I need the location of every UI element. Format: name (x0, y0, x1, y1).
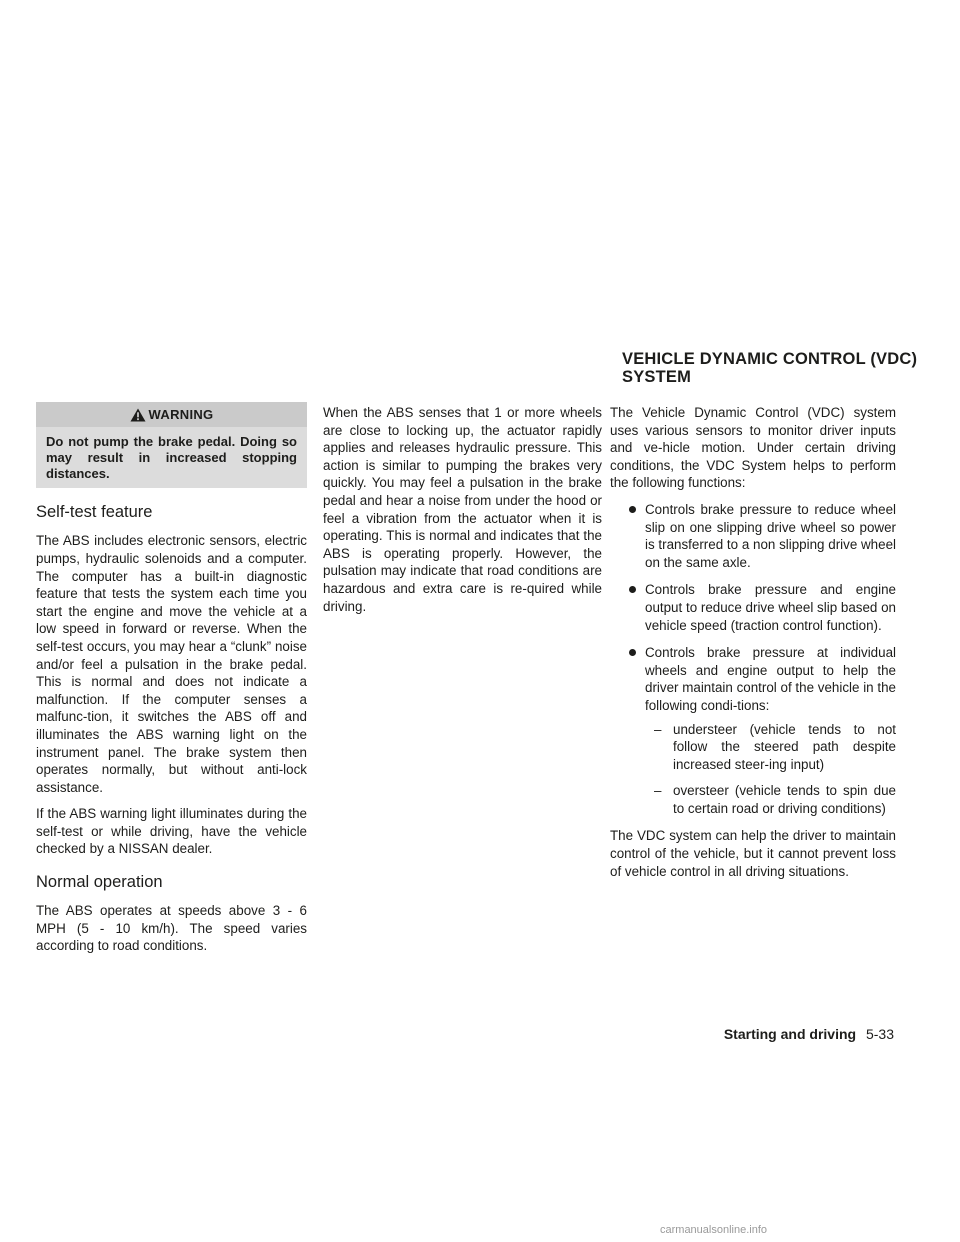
page-footer (724, 1026, 894, 1042)
bullet-dot-icon (629, 506, 636, 513)
section-title-line-1: VEHICLE DYNAMIC CONTROL (VDC) (622, 350, 918, 368)
dash-mark: – (654, 783, 662, 799)
column-2 (323, 404, 602, 624)
warning-text: Do not pump the brake pedal. Doing so may result in increased stopping distances. (46, 434, 297, 481)
bullet-dot-icon (629, 586, 636, 593)
warning-box (36, 402, 307, 488)
vdc-function-list (610, 501, 896, 818)
normal-operation-paragraph: The ABS operates at speeds above 3 - 6 MPH (5 - 10 km/h). The speed varies according to road conditions. (36, 903, 307, 954)
condition-list (645, 721, 896, 818)
list-item-text: oversteer (vehicle tends to spin due to certain road or driving conditions) (673, 783, 896, 816)
warning-label: WARNING (148, 406, 214, 422)
self-test-paragraph-2: If the ABS warning light illuminates during the self-test or while driving, have the vehicle checked by a NISSAN dealer. (36, 806, 307, 857)
section-title (622, 350, 922, 386)
list-item (645, 721, 896, 774)
watermark: carmanualsonline.info (660, 1224, 768, 1236)
column-3 (610, 404, 896, 889)
vdc-intro-paragraph: The Vehicle Dynamic Control (VDC) system uses various sensors to monitor driver inputs and ve-hicle motion. Under certain driving conditions, the VDC System helps to perform the following functions: (610, 405, 896, 491)
section-title-line-2: SYSTEM (622, 368, 692, 386)
list-item (645, 782, 896, 817)
page-number: 5-33 (865, 1026, 894, 1042)
list-item-text: Controls brake pressure at individual wheels and engine output to help the driver maintain control of the vehicle in the following condi-tions: (645, 645, 896, 713)
list-item-text: Controls brake pressure and engine output to reduce drive wheel slip based on vehicle speed (traction control function). (645, 582, 896, 633)
abs-operation-paragraph: When the ABS senses that 1 or more wheels are close to locking up, the actuator rapidly applies and releases hydraulic pressure. This action is similar to pumping the brakes very quickly. You may feel a pulsation in the brake pedal and hear a noise from under the hood or feel a vibration from the actuator when it is operating. This is normal and indicates that the ABS is operating properly. However, the pulsation may indicate that road conditions are hazardous and extra care is re-quired while driving. (323, 405, 602, 614)
vdc-closing-paragraph: The VDC system can help the driver to maintain control of the vehicle, but it cannot prevent loss of vehicle control in all driving situations. (610, 828, 896, 879)
normal-operation-heading: Normal operation (36, 873, 163, 892)
dash-mark: – (654, 721, 662, 737)
warning-header (36, 402, 307, 427)
self-test-paragraph-1: The ABS includes electronic sensors, electric pumps, hydraulic solenoids and a computer. The computer has a built-in diagnostic feature that tests the system each time you start the engine and move the vehicle at a low speed in forward or reverse. When the self-test occurs, you may hear a “clunk” noise and/or feel a pulsation in the brake pedal. This is normal and does not indicate a malfunction. If the computer senses a malfunc-tion, it switches the ABS off and illuminates the ABS warning light on the instrument panel. The brake system then operates normally, but without anti-lock assistance. (36, 533, 307, 795)
list-item-text: understeer (vehicle tends to not follow the steered path despite increased steer-ing input) (673, 721, 896, 772)
list-item-text: Controls brake pressure to reduce wheel slip on one slipping drive wheel so power is transferred to a non slipping drive wheel on the same axle. (645, 501, 896, 570)
self-test-heading: Self-test feature (36, 503, 153, 522)
column-1 (36, 402, 307, 964)
warning-triangle-icon (130, 408, 146, 422)
list-item (610, 644, 896, 817)
list-item (610, 501, 896, 571)
footer-section-name: Starting and driving (723, 1026, 857, 1042)
list-item (610, 581, 896, 634)
bullet-dot-icon (629, 649, 636, 656)
